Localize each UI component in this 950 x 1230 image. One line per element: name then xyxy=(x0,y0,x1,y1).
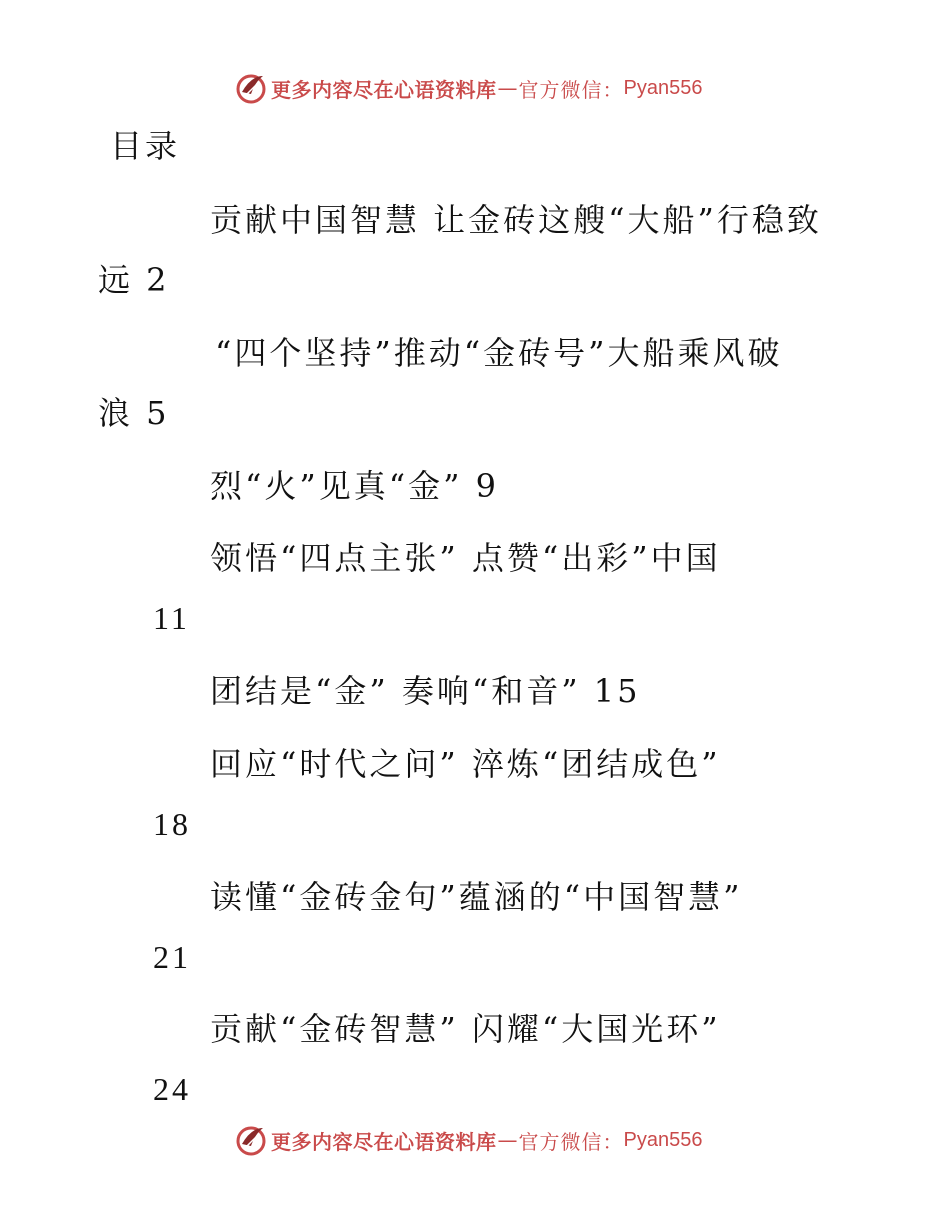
toc-entry-3: 烈“火”见真“金” 9 xyxy=(210,467,499,505)
watermark-footer xyxy=(0,1120,950,1160)
toc-entry-6-page: 18 xyxy=(153,806,191,842)
toc-entry-4-page: 11 xyxy=(153,600,190,636)
brand-logo-icon xyxy=(233,1122,269,1158)
watermark-id: Pyan556 xyxy=(623,1128,703,1151)
watermark-id: Pyan556 xyxy=(623,76,703,99)
toc-entry-2-title: “四个坚持”推动“金砖号”大船乘风破 xyxy=(215,334,783,372)
toc-entry-4-title: 领悟“四点主张” 点赞“出彩”中国 xyxy=(210,539,721,577)
watermark-dash: — xyxy=(497,76,518,100)
brand-logo-icon xyxy=(233,70,269,106)
watermark-dash: — xyxy=(497,1128,518,1152)
watermark-sub-text: 官方微信： xyxy=(518,1129,624,1154)
toc-entry-1-page: 远 2 xyxy=(98,261,170,299)
watermark-main-text: 更多内容尽在心语资料库 xyxy=(271,77,497,102)
toc-entry-7-title: 读懂“金砖金句”蕴涵的“中国智慧” xyxy=(210,878,743,916)
watermark-header xyxy=(0,68,950,108)
toc-entry-6-title: 回应“时代之问” 淬炼“团结成色” xyxy=(210,745,721,783)
watermark-sub-text: 官方微信： xyxy=(518,77,624,102)
toc-entry-5: 团结是“金” 奏响“和音” 15 xyxy=(210,672,641,710)
watermark-main-text: 更多内容尽在心语资料库 xyxy=(271,1129,497,1154)
toc-entry-7-page: 21 xyxy=(153,939,191,975)
toc-heading: 目录 xyxy=(110,127,181,165)
toc-entry-8-title: 贡献“金砖智慧” 闪耀“大国光环” xyxy=(210,1010,721,1048)
toc-entry-2-page: 浪 5 xyxy=(98,394,170,432)
toc-entry-8-page: 24 xyxy=(153,1071,191,1107)
toc-entry-1-title: 贡献中国智慧 让金砖这艘“大船”行稳致 xyxy=(210,201,822,239)
